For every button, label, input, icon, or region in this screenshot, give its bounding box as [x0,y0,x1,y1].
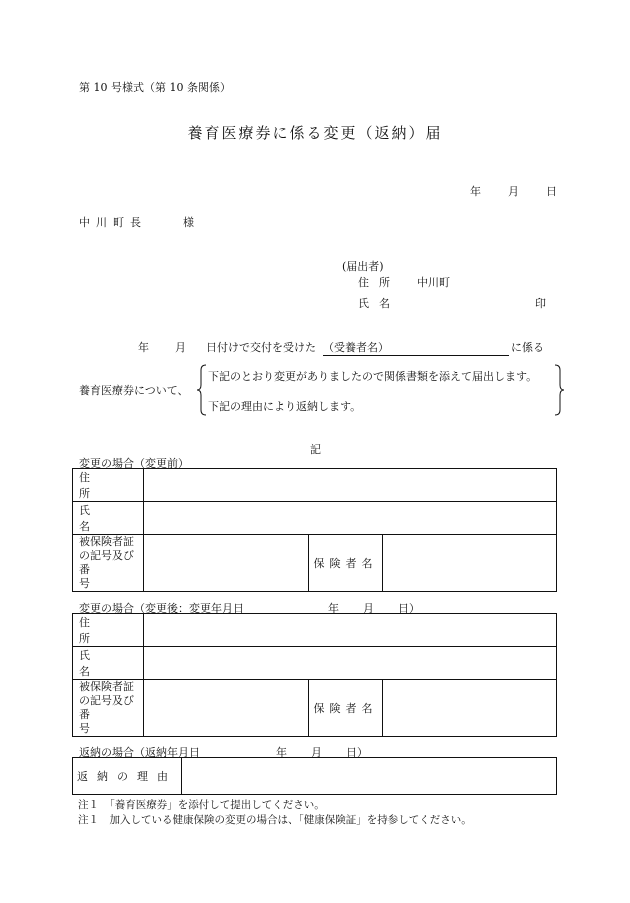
date-year: 年 [470,185,481,198]
recipient-name-field[interactable]: （受養者名） [323,339,509,356]
ki-heading: 記 [310,443,321,456]
after-table [72,613,557,737]
right-brace [554,364,564,416]
after-name-label: 氏名 [73,647,144,680]
issue-month: 月 [175,341,186,354]
applicant-address-label: 住所 [358,276,400,289]
issue-line [138,339,316,355]
addressee-honorific: 様 [183,216,200,229]
applicant-label: (届出者) [342,260,384,273]
about-text: 養育医療券について、 [79,384,189,397]
applicant-address-value: 中川町 [417,276,450,289]
issue-text: 日付けで交付を受けた [206,341,316,354]
return-reason-label: 返納の理由 [73,758,182,795]
before-address-label: 住所 [73,469,144,502]
option-change[interactable]: 下記のとおり変更がありましたので関係書類を添えて届出します。 [208,370,538,383]
before-insurance-field[interactable] [144,535,309,592]
before-insurer-field[interactable] [383,535,557,592]
return-table [72,757,557,795]
date-month: 月 [508,185,519,198]
date-day: 日 [546,185,557,198]
before-insurance-label: 被保険者証 の記号及び 番号 [73,535,144,592]
form-number: 第 10 号様式（第 10 条関係） [79,81,231,94]
option-return[interactable]: 下記の理由により返納します。 [208,400,362,413]
before-name-label: 氏名 [73,502,144,535]
addressee-name: 中川町長 [79,216,147,229]
before-heading: 変更の場合（変更前） [79,457,189,470]
issue-year: 年 [138,341,149,354]
return-heading: 返納の場合（返納年月日 年 月 日） [79,746,368,759]
after-insurance-field[interactable] [144,680,309,737]
addressee [79,214,200,230]
after-heading: 変更の場合（変更後：変更年月日 年 月 日） [79,602,420,615]
issue-suffix: に係る [511,341,544,354]
before-address-field[interactable] [144,469,557,502]
before-table [72,468,557,592]
before-name-field[interactable] [144,502,557,535]
after-insurance-label: 被保険者証 の記号及び 番号 [73,680,144,737]
after-insurer-label: 保険者名 [309,680,383,737]
seal-mark: 印 [535,297,546,310]
after-insurer-field[interactable] [383,680,557,737]
after-address-label: 住所 [73,614,144,647]
return-reason-field[interactable] [182,758,557,795]
note-2: 注１ 加入している健康保険の変更の場合は、「健康保険証」を持参してください。 [78,814,472,826]
left-brace [197,364,207,416]
submission-date [470,183,557,199]
after-address-field[interactable] [144,614,557,647]
note-1: 注１ 「養育医療券」を添付して提出してください。 [78,799,325,811]
page-title: 養育医療券に係る変更（返納）届 [187,124,443,142]
applicant-name-label: 氏名 [358,297,400,310]
after-name-field[interactable] [144,647,557,680]
before-insurer-label: 保険者名 [309,535,383,592]
